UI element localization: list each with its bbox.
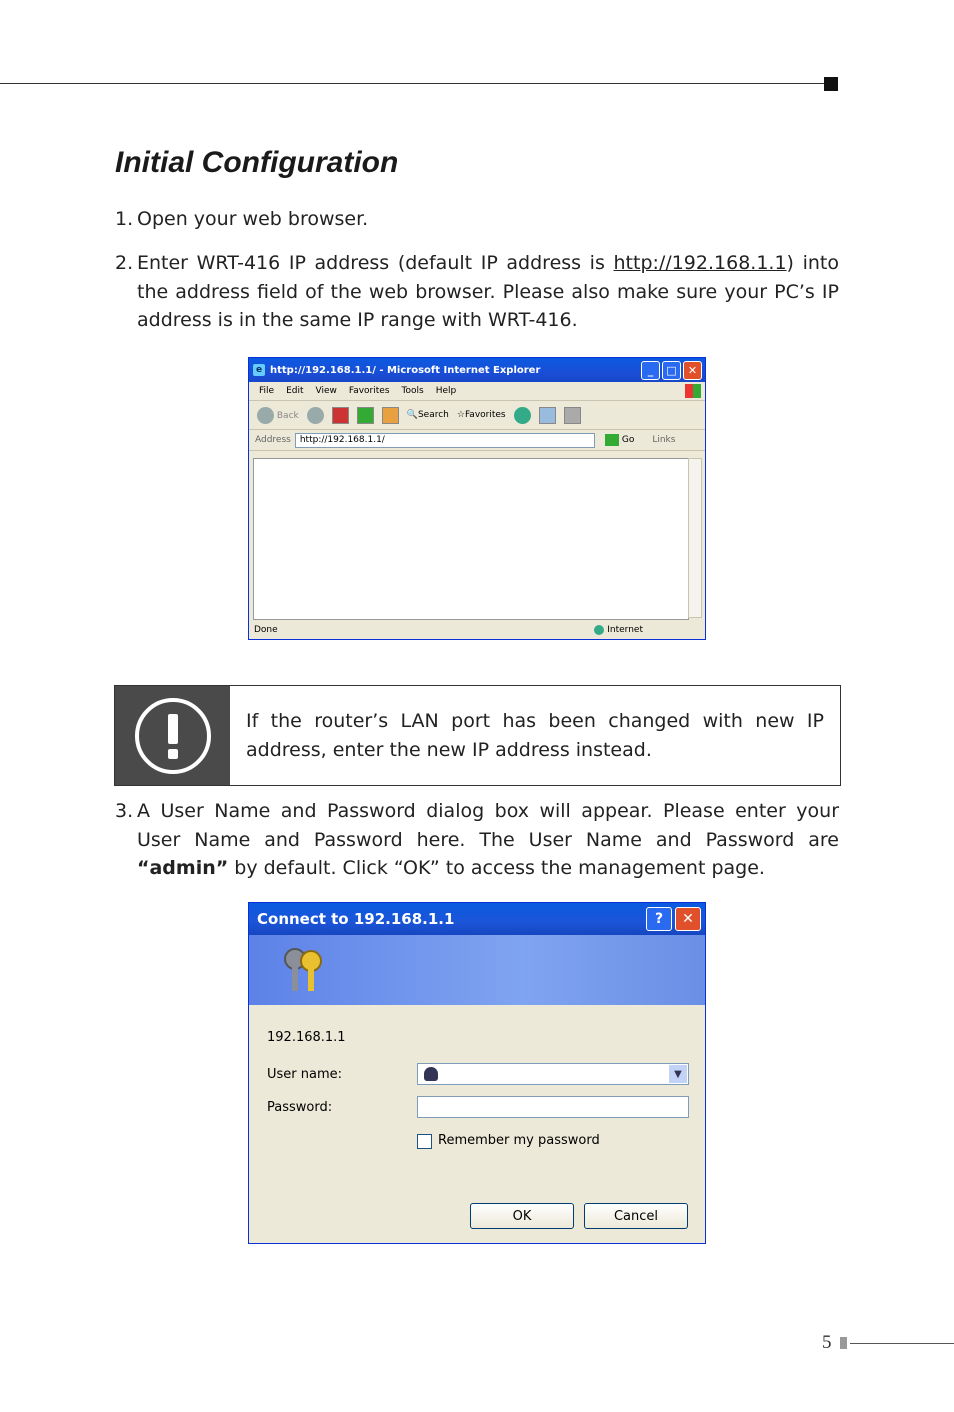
windows-flag-icon bbox=[685, 384, 701, 398]
exclamation-icon bbox=[135, 698, 211, 774]
stop-icon[interactable] bbox=[332, 407, 349, 424]
step-2 bbox=[115, 249, 839, 335]
step-text: A User Name and Password dialog box will appear. Please enter your User Name and Password here. The User Name and Password are “admin” by default. Click “OK” to access the management page. bbox=[137, 800, 839, 879]
menu-file[interactable]: File bbox=[259, 386, 275, 396]
forward-icon[interactable] bbox=[307, 407, 324, 424]
step-number: 1. bbox=[115, 208, 134, 230]
username-input[interactable] bbox=[417, 1063, 689, 1085]
minimize-icon[interactable]: _ bbox=[641, 361, 660, 380]
ie-address-bar bbox=[249, 430, 705, 451]
ie-window-screenshot bbox=[248, 357, 706, 640]
remember-label: Remember my password bbox=[438, 1133, 600, 1148]
ie-scrollbar[interactable] bbox=[688, 458, 702, 618]
ok-button[interactable]: OK bbox=[470, 1203, 574, 1229]
page-number: 5 bbox=[822, 1332, 832, 1353]
login-dialog-screenshot bbox=[248, 902, 706, 1244]
ie-page-content bbox=[253, 458, 689, 620]
step-3 bbox=[115, 797, 839, 883]
note-box bbox=[114, 685, 841, 786]
ie-window-title: http://192.168.1.1/ - Microsoft Internet Explorer bbox=[270, 364, 541, 376]
note-icon-cell bbox=[115, 686, 230, 785]
search-button[interactable]: 🔍Search bbox=[406, 410, 449, 420]
address-label: Address bbox=[255, 435, 291, 445]
username-label: User name: bbox=[267, 1067, 343, 1082]
step-number: 2. bbox=[115, 252, 134, 274]
ie-logo-icon: e bbox=[253, 364, 265, 376]
password-input[interactable] bbox=[417, 1096, 689, 1118]
menu-help[interactable]: Help bbox=[435, 386, 457, 396]
bottom-rule bbox=[850, 1343, 954, 1344]
history-icon[interactable] bbox=[514, 407, 531, 424]
internet-globe-icon bbox=[594, 625, 604, 635]
dialog-title: Connect to 192.168.1.1 bbox=[257, 910, 455, 928]
go-arrow-icon bbox=[605, 434, 619, 446]
close-icon[interactable]: ✕ bbox=[683, 361, 702, 380]
cancel-button[interactable]: Cancel bbox=[584, 1203, 688, 1229]
dialog-banner bbox=[249, 935, 705, 1005]
menu-view[interactable]: View bbox=[315, 386, 337, 396]
section-heading: Initial Configuration bbox=[115, 146, 399, 179]
password-label: Password: bbox=[267, 1100, 333, 1115]
mail-icon[interactable] bbox=[539, 407, 556, 424]
status-done: Done bbox=[254, 625, 278, 635]
dialog-title-bar bbox=[249, 903, 705, 935]
back-icon bbox=[257, 407, 274, 424]
menu-tools[interactable]: Tools bbox=[401, 386, 424, 396]
top-rule bbox=[0, 83, 824, 84]
print-icon[interactable] bbox=[564, 407, 581, 424]
close-icon[interactable]: ✕ bbox=[675, 907, 701, 931]
dialog-host: 192.168.1.1 bbox=[267, 1030, 346, 1045]
note-text: If the router’s LAN port has been changed with new IP address, enter the new IP address instead. bbox=[246, 710, 824, 761]
step-number: 3. bbox=[115, 800, 134, 822]
user-icon bbox=[424, 1067, 438, 1081]
step-text: Enter WRT-416 IP address (default IP address is http://192.168.1.1) into the address field of the web browser. Please also make sure your PC’s IP address is in the same IP range with WRT-416. bbox=[137, 252, 839, 331]
menu-favorites[interactable]: Favorites bbox=[348, 386, 390, 396]
ie-toolbar bbox=[249, 401, 705, 430]
ie-menu-bar bbox=[249, 382, 705, 401]
step-1 bbox=[115, 205, 839, 234]
status-zone: Internet bbox=[594, 625, 643, 635]
page-number-marker bbox=[840, 1337, 847, 1349]
go-button[interactable]: Go bbox=[605, 434, 634, 446]
help-icon[interactable]: ? bbox=[646, 907, 672, 931]
ie-status-bar bbox=[251, 623, 703, 637]
default-credentials: “admin” bbox=[137, 857, 229, 879]
step-text: Open your web browser. bbox=[137, 208, 369, 230]
menu-edit[interactable]: Edit bbox=[286, 386, 304, 396]
ie-title-bar bbox=[249, 358, 705, 382]
favorites-button[interactable]: ☆Favorites bbox=[456, 410, 506, 420]
maximize-icon[interactable]: □ bbox=[662, 361, 681, 380]
refresh-icon[interactable] bbox=[357, 407, 374, 424]
links-label[interactable]: Links bbox=[652, 435, 676, 445]
remember-checkbox[interactable] bbox=[417, 1134, 432, 1149]
top-rule-marker bbox=[824, 77, 838, 91]
chevron-down-icon[interactable]: ▼ bbox=[669, 1065, 687, 1083]
home-icon[interactable] bbox=[382, 407, 399, 424]
address-input[interactable]: http://192.168.1.1/ bbox=[295, 433, 595, 448]
keys-icon bbox=[279, 945, 329, 995]
default-ip-link[interactable]: http://192.168.1.1 bbox=[613, 252, 787, 274]
back-button[interactable]: Back bbox=[257, 407, 299, 424]
